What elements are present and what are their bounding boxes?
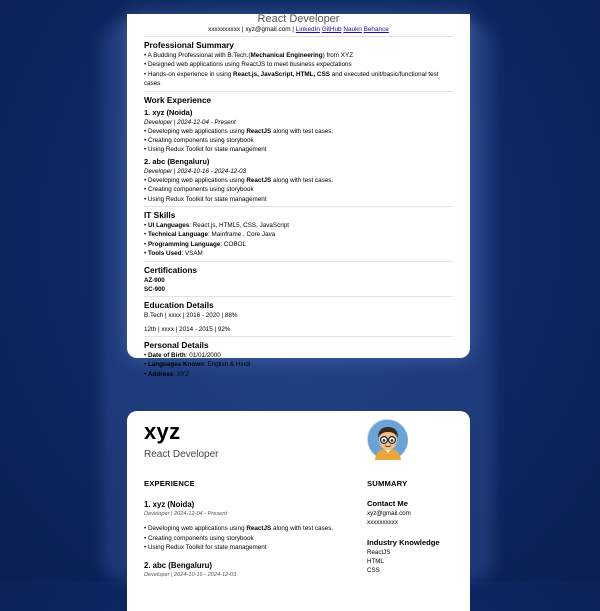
education-item: 12th | xxxx | 2014 - 2015 | 92% — [144, 325, 231, 333]
behance-link[interactable]: Behance — [363, 26, 389, 33]
contact-prefix: xxxxxxxxxx | xyz@gmail.com | — [208, 26, 294, 33]
linkedin-link[interactable]: LinkedIn — [295, 26, 320, 33]
list-item: • Languages Known: English & Hindi — [144, 361, 251, 369]
email-text: xyz@gmail.com — [367, 510, 411, 517]
list-item: • Creating components using storybook — [144, 137, 254, 145]
list-item: • Date of Birth: 01/01/2000 — [144, 351, 221, 359]
list-item: • Hands-on experience in using React.js, JavaScript, HTML, CSS and executed unit/basic/functional test cases — [144, 70, 439, 88]
industry-item: CSS — [367, 567, 380, 574]
list-item: • UI Languages: React.js, HTML5, CSS, JavaScript — [144, 222, 289, 230]
job-title: 2. abc (Bengaluru) — [144, 156, 210, 166]
education-item: B.Tech | xxxx | 2016 - 2020 | 88% — [144, 312, 238, 320]
section-heading: Certifications — [144, 264, 198, 275]
list-item: • Using Redux Toolkit for state management — [144, 544, 267, 552]
candidate-name: xyz — [144, 419, 181, 444]
industry-heading: Industry Knowledge — [367, 538, 440, 547]
experience-column — [144, 478, 349, 585]
certification-item: SC-900 — [144, 285, 165, 293]
personal-details-section — [144, 340, 453, 381]
list-item: • Creating components using storybook — [144, 186, 254, 194]
industry-item: HTML — [367, 558, 384, 565]
resume-template-card[interactable] — [127, 411, 470, 611]
list-item: • Using Redux Toolkit for state management — [144, 195, 267, 203]
resume-preview-card[interactable] — [127, 13, 470, 378]
section-heading: Personal Details — [144, 339, 209, 350]
section-heading: Education Details — [144, 300, 214, 311]
education-section — [144, 300, 453, 337]
job-title: 1. xyz (Noida) — [144, 500, 195, 509]
job-role: Developer | 2024-12-04 - Present — [144, 118, 236, 126]
list-item: • Technical Language: Mainframe , Core Java — [144, 231, 276, 239]
list-item: • Developing web applications using ReactJS along with test cases. — [144, 525, 334, 532]
phone-text: xxxxxxxxxx — [367, 519, 398, 526]
list-item: • Tools Used: VSAM — [144, 250, 203, 258]
experience-heading: EXPERIENCE — [144, 479, 195, 488]
section-heading: IT Skills — [144, 210, 176, 221]
github-link[interactable]: GitHub — [321, 26, 342, 33]
section-heading: Professional Summary — [144, 40, 234, 50]
resume-title: React Developer — [257, 13, 340, 25]
list-item: • A Budding Professional with B.Tech.(Mechanical Engineering) from XYZ — [144, 52, 354, 59]
list-item: • Programming Language: COBOL — [144, 240, 246, 248]
certifications-section — [144, 265, 453, 297]
job-role: Developer | 2024-12-04 - Present — [144, 511, 227, 517]
work-experience-section — [144, 95, 453, 207]
summary-heading: SUMMARY — [367, 479, 408, 488]
contact-heading: Contact Me — [367, 499, 408, 508]
list-item: • Creating components using storybook — [144, 534, 254, 542]
list-item: • Developing web applications using ReactJS along with test cases. — [144, 127, 334, 135]
candidate-role: React Developer — [144, 449, 219, 460]
it-skills-section — [144, 210, 453, 262]
industry-item: ReactJS — [367, 549, 391, 556]
list-item: • Designed web applications using ReactJS to meet business expectations — [144, 61, 352, 69]
naukri-link[interactable]: Naukri — [343, 26, 362, 33]
job-role: Developer | 2024-10-16 - 2024-12-03 — [144, 571, 237, 578]
job-title: 1. xyz (Noida) — [144, 107, 193, 117]
list-item: • Address: XYZ — [144, 370, 189, 378]
section-heading: Work Experience — [144, 94, 212, 105]
list-item: • Using Redux Toolkit for state management — [144, 146, 267, 154]
job-title: 2. abc (Bengaluru) — [144, 560, 213, 570]
professional-summary-section — [144, 40, 453, 92]
list-item: • Developing web applications using ReactJS along with test cases. — [144, 176, 334, 184]
job-role: Developer | 2024-10-16 - 2024-12-03 — [144, 167, 247, 175]
avatar-icon — [367, 419, 407, 459]
contact-line — [144, 25, 453, 37]
summary-column — [367, 478, 457, 575]
certification-item: AZ-900 — [144, 276, 165, 284]
